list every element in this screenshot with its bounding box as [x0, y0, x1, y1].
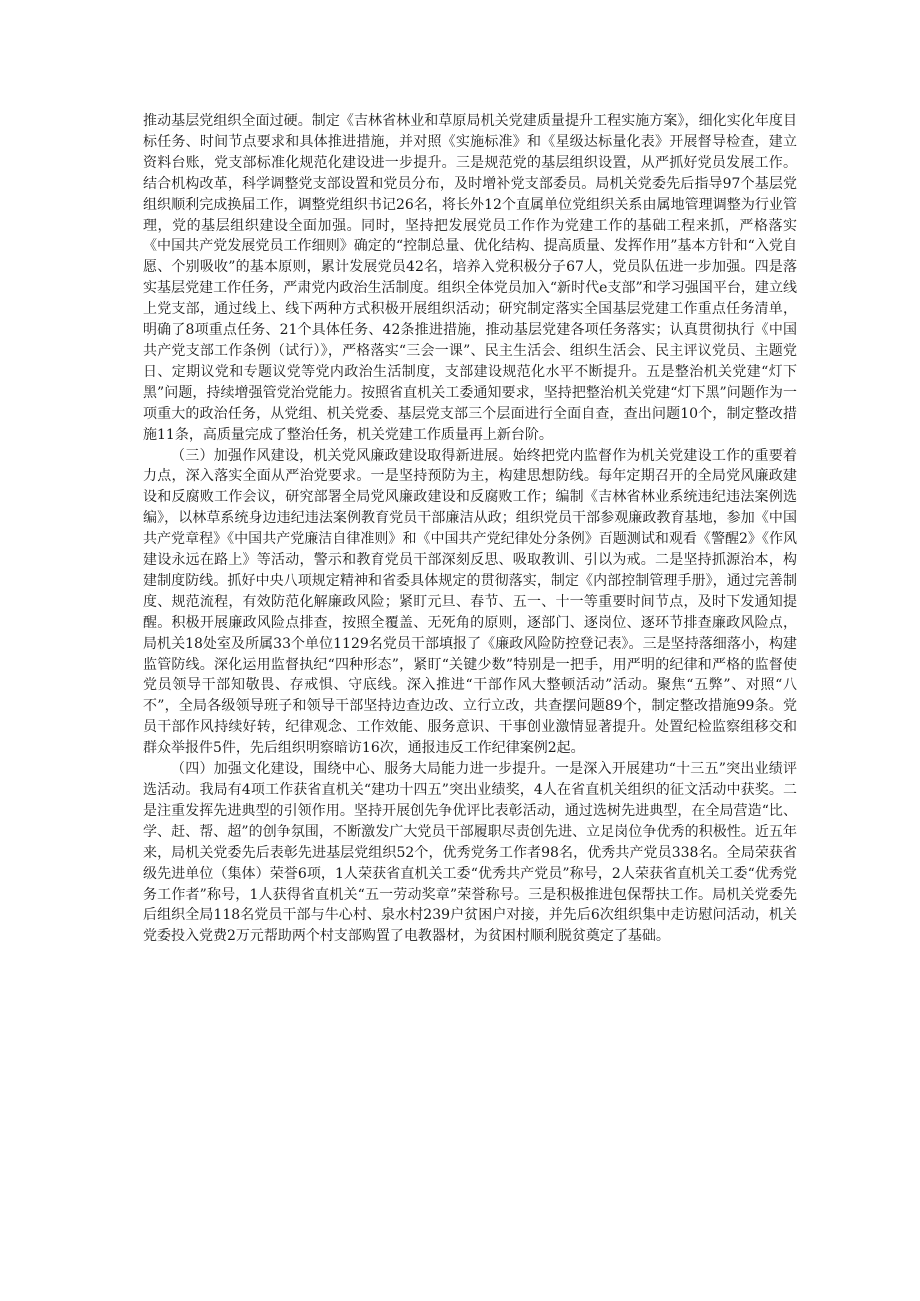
- paragraph-party-building: 推动基层党组织全面过硬。制定《吉林省林业和草原局机关党建质量提升工程实施方案》，细化实化年度目标任务、时间节点要求和具体推进措施，并对照《实施标准》和《星级达标量化表》开展督导检查，建立资料台账，党支部标准化规范化建设进一步提升。三是规范党的基层组织设置，从严抓好党员发展工作。结合机构改革，科学调整党支部设置和党员分布，及时增补党支部委员。局机关党委先后指导97个基层党组织顺利完成换届工作，调整党组织书记26名，将长外12个直属单位党组织关系由属地管理调整为行业管理，党的基层组织建设全面加强。同时，坚持把发展党员工作作为党建工作的基础工程来抓，严格落实《中国共产党发展党员工作细则》确定的“控制总量、优化结构、提高质量、发挥作用”基本方针和“入党自愿、个别吸收”的基本原则，累计发展党员42名，培养入党积极分子67人，党员队伍进一步加强。四是落实基层党建工作任务，严肃党内政治生活制度。组织全体党员加入“新时代e支部”和学习强国平台，建立线上党支部，通过线上、线下两种方式积极开展组织活动；研究制定落实全国基层党建工作重点任务清单，明确了8项重点任务、21个具体任务、42条推进措施，推动基层党建各项任务落实；认真贯彻执行《中国共产党支部工作条例（试行）》，严格落实“三会一课”、民主生活会、组织生活会、民主评议党员、主题党日、定期议党和专题议党等党内政治生活制度，支部建设规范化水平不断提升。五是整治机关党建“灯下黑”问题，持续增强管党治党能力。按照省直机关工委通知要求，坚持把整治机关党建“灯下黑”问题作为一项重大的政治任务，从党组、机关党委、基层党支部三个层面进行全面自查，查出问题10个，制定整改措施11条，高质量完成了整治任务，机关党建工作质量再上新台阶。: [143, 113, 797, 443]
- paragraph-work-style: （三）加强作风建设，机关党风廉政建设取得新进展。始终把党内监督作为机关党建设工作的重要着力点，深入落实全面从严治党要求。一是坚持预防为主，构建思想防线。每年定期召开的全局党风廉政建设和反腐败工作会议，研究部署全局党风廉政建设和反腐败工作；编制《吉林省林业系统违纪违法案例选编》，以林草系统身边违纪违法案例教育党员干部廉洁从政；组织党员干部参观廉政教育基地，参加《中国共产党章程》《中国共产党廉洁自律准则》和《中国共产党纪律处分条例》百题测试和观看《警醒2》《作风建设永远在路上》等活动，警示和教育党员干部深刻反思、吸取教训、引以为戒。二是坚持抓源治本，构建制度防线。抓好中央八项规定精神和省委具体规定的贯彻落实，制定《内部控制管理手册》，通过完善制度、规范流程，有效防范化解廉政风险；紧盯元旦、春节、五一、十一等重要时间节点，及时下发通知提醒。积极开展廉政风险点排查，按照全覆盖、无死角的原则，逐部门、逐岗位、逐环节排查廉政风险点，局机关18处室及所属33个单位1129名党员干部填报了《廉政风险防控登记表》。三是坚持落细落小，构建监管防线。深化运用监督执纪“四种形态”，紧盯“关键少数”特别是一把手，用严明的纪律和严格的监督使党员领导干部知敬畏、存戒惧、守底线。深入推进“干部作风大整顿活动”活动。聚焦“五弊”、对照“八不”，全局各级领导班子和领导干部坚持边查边改、立行立改，共查摆问题89个，制定整改措施99条。党员干部作风持续好转，纪律观念、工作效能、服务意识、干事创业激情显著提升。处置纪检监察组移交和群众举报件5件，先后组织明察暗访16次，通报违反工作纪律案例2起。: [143, 447, 797, 757]
- document-body: [143, 111, 797, 947]
- paragraph-culture: （四）加强文化建设，围绕中心、服务大局能力进一步提升。一是深入开展建功“十三五”突出业绩评选活动。我局有4项工作获省直机关“建功十四五”突出业绩奖，4人在省直机关组织的征文活动中获奖。二是注重发挥先进典型的引领作用。坚持开展创先争优评比表彰活动，通过选树先进典型，在全局营造“比、学、赶、帮、超”的创争氛围，不断激发广大党员干部履职尽责创先进、立足岗位争优秀的积极性。近五年来，局机关党委先后表彰先进基层党组织52个，优秀党务工作者98名，优秀共产党员338名。全局荣获省级先进单位（集体）荣誉6项，1人荣获省直机关工委“优秀共产党员”称号，2人荣获省直机关工委“优秀党务工作者”称号，1人获得省直机关“五一劳动奖章”荣誉称号。三是积极推进包保帮扶工作。局机关党委先后组织全局118名党员干部与牛心村、泉水村239户贫困户对接，并先后6次组织集中走访慰问活动，机关党委投入党费2万元帮助两个村支部购置了电教器材，为贫困村顺利脱贫奠定了基础。: [143, 761, 797, 945]
